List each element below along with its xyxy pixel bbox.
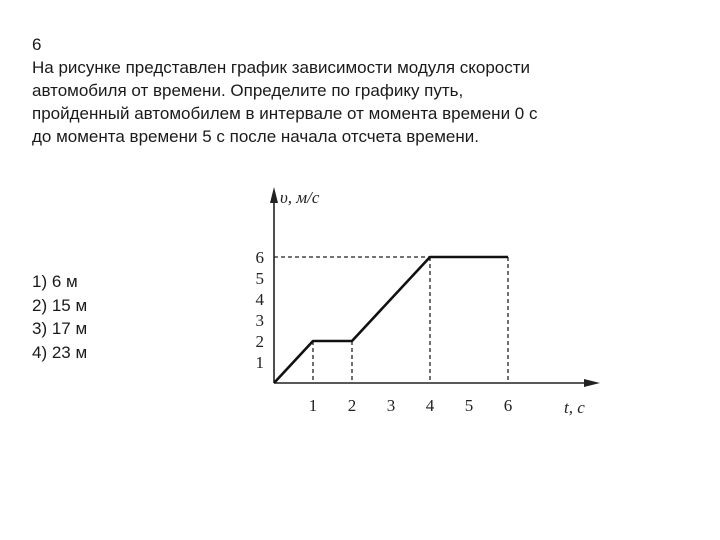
x-tick-label-4: 4 [425,396,435,415]
x-axis-arrow-icon [584,379,600,387]
x-tick-label-1: 1 [308,396,318,415]
x-axis-title: t, c [564,398,585,417]
y-tick-label-6: 6 [255,248,264,267]
question-number: 6 [32,35,42,54]
answer-option-3[interactable]: 3) 17 м [32,319,88,338]
y-axis-title: υ, м/с [280,188,320,207]
y-tick-label-3: 3 [255,311,264,330]
x-tick-label-6: 6 [503,396,513,415]
series [274,257,508,383]
y-tick-label-2: 2 [255,332,264,351]
y-axis-arrow-icon [270,187,278,203]
y-tick-label-1: 1 [255,353,264,372]
question-text-line-4: до момента времени 5 с после начала отсчета времени. [32,127,479,146]
series-line-1 [274,257,508,383]
y-tick-label-5: 5 [255,269,264,288]
answer-option-4[interactable]: 4) 23 м [32,342,88,362]
axes [270,187,600,387]
x-tick-label-3: 3 [386,396,396,415]
x-tick-label-5: 5 [464,396,474,415]
question-text-line-2: автомобиля от времени. Определите по графику путь, [32,81,464,100]
tick-labels [256,248,513,415]
answer-option-2[interactable]: 2) 15 м [32,295,88,315]
question-text-line-1: На рисунке представлен график зависимости модуля скорости [32,58,531,77]
question-text-line-3: пройденный автомобилем в интервале от момента времени 0 с [32,104,538,123]
answer-option-1[interactable]: 1) 6 м [32,272,78,291]
guide-lines [274,257,508,383]
x-tick-label-2: 2 [347,396,357,415]
y-tick-label-4: 4 [255,290,264,309]
